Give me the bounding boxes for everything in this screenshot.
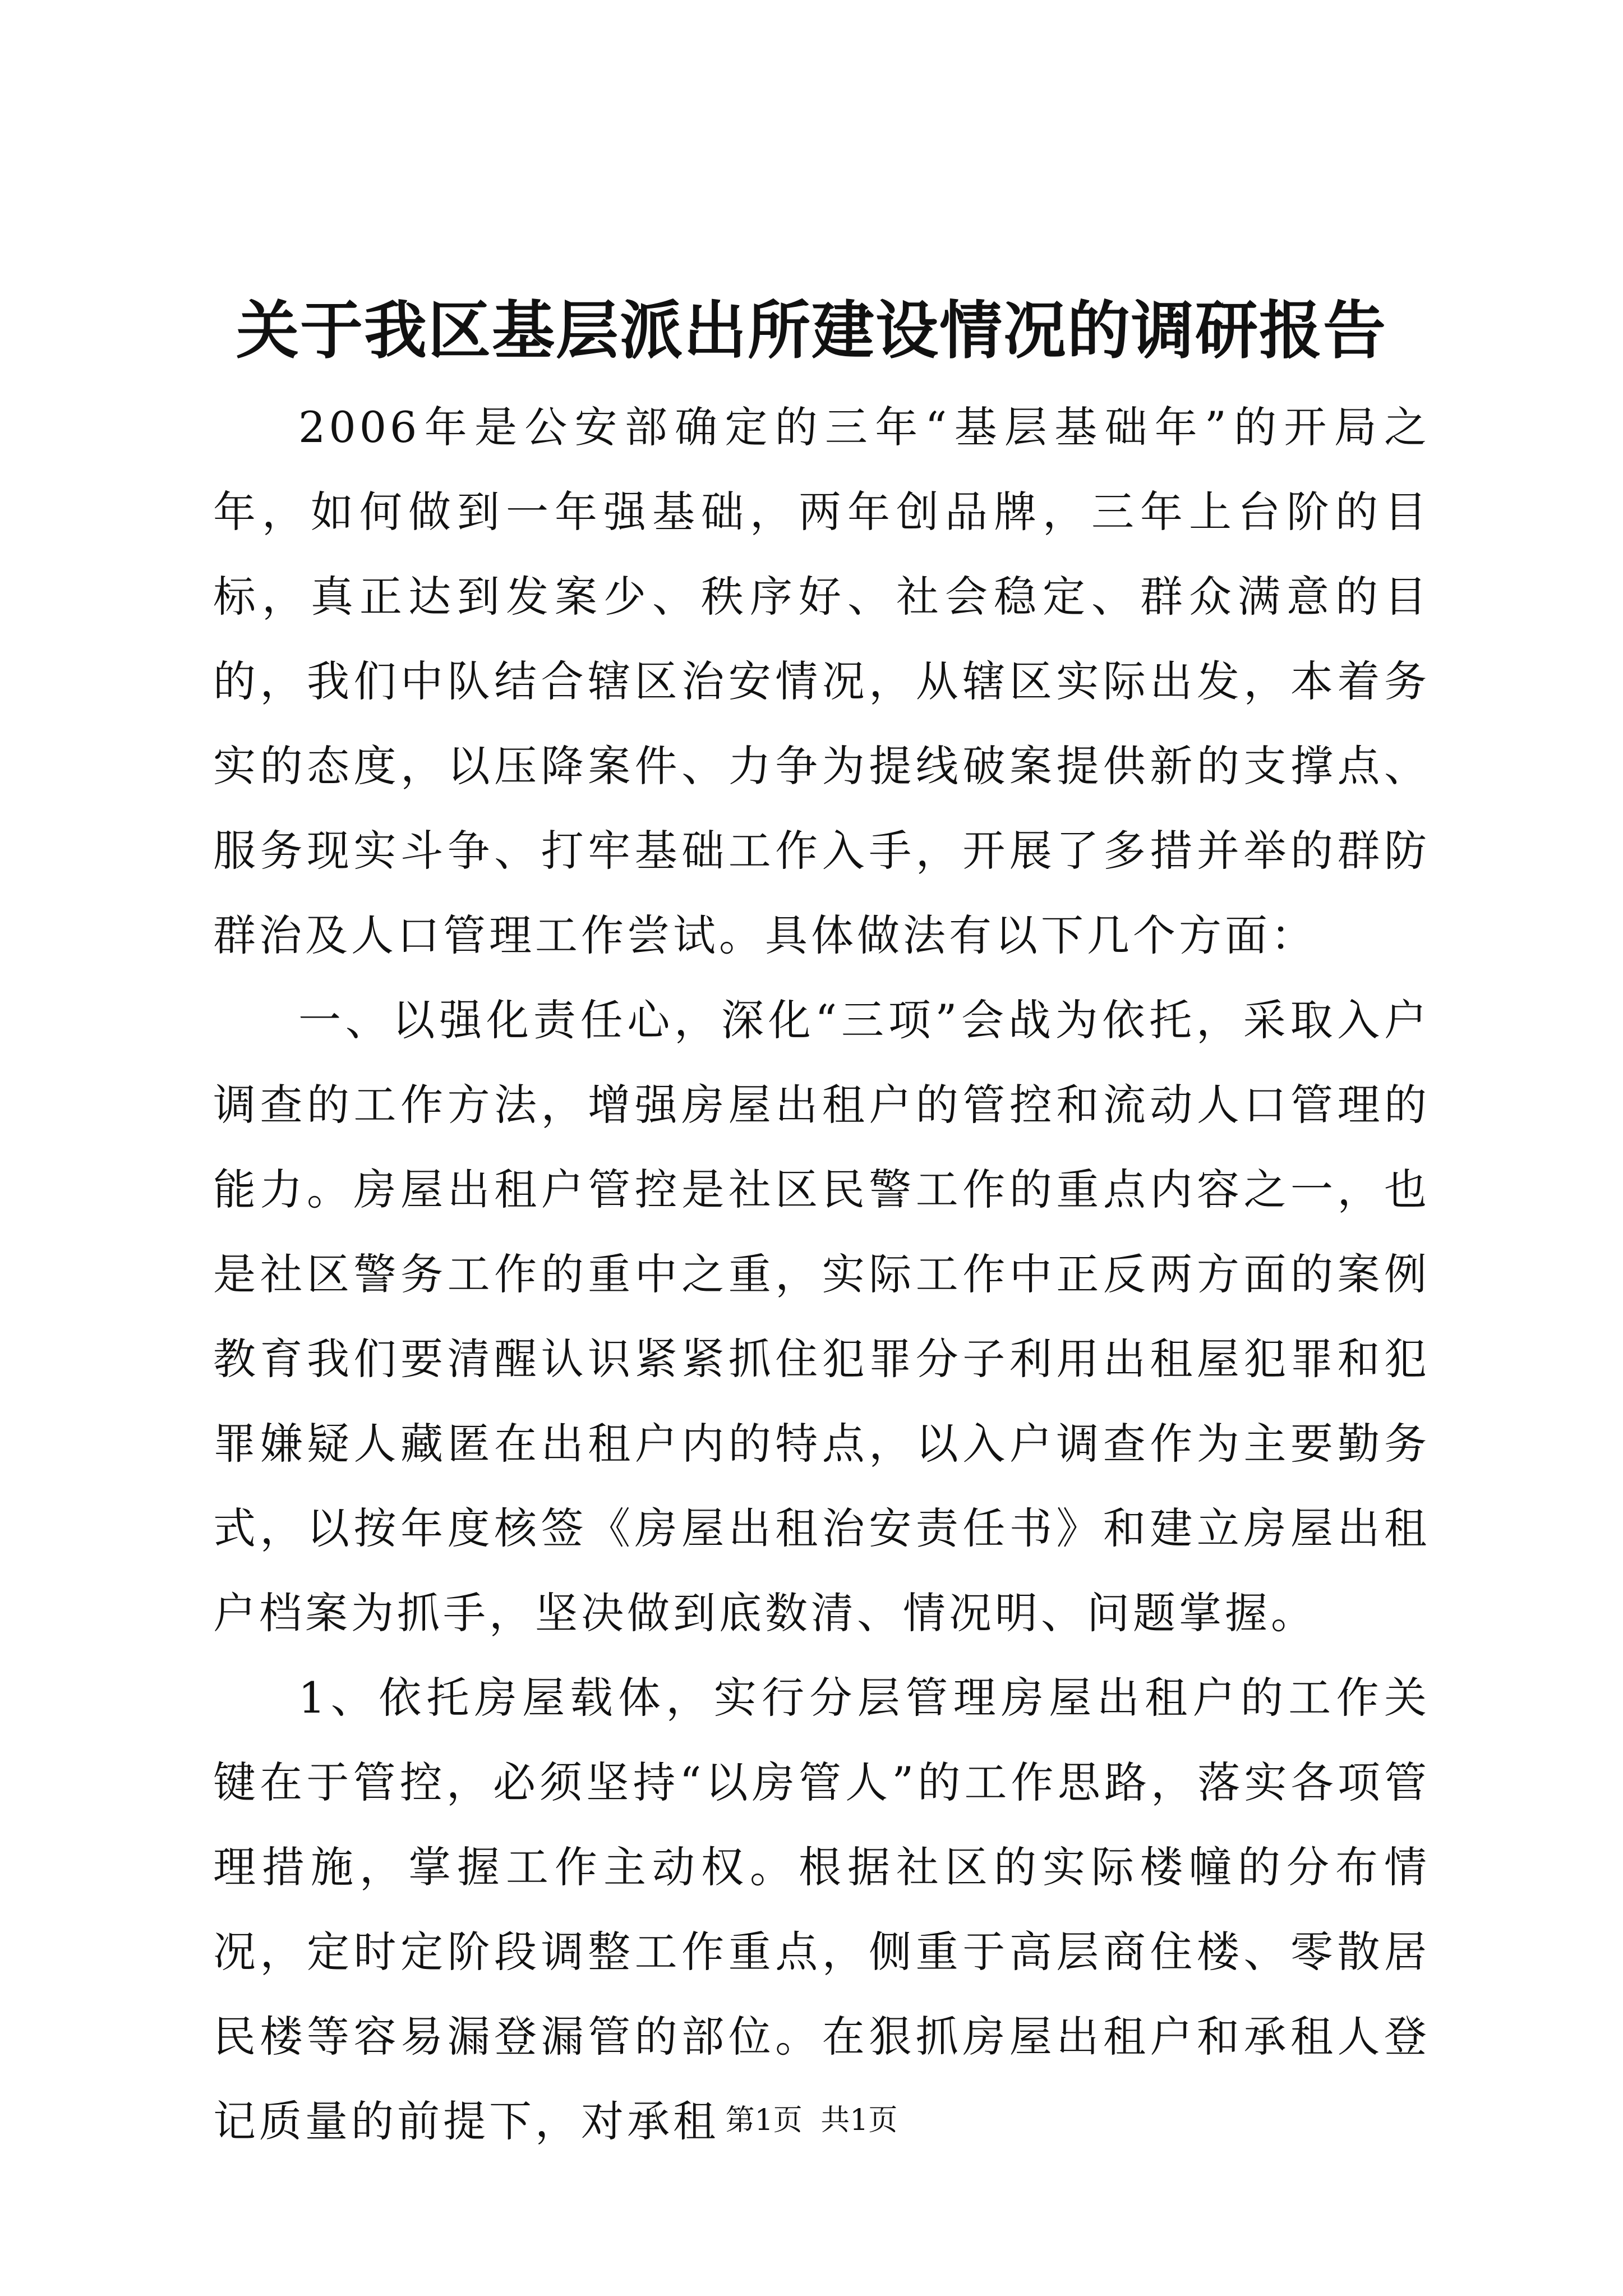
document-body	[213, 385, 1430, 2164]
page-total: 共1页	[820, 2104, 898, 2137]
page-footer	[0, 2101, 1623, 2140]
document-title: 关于我区基层派出所建设情况的调研报告	[236, 294, 1387, 367]
paragraph-section-one: 一、以强化责任心，深化“三项”会战为依托，采取入户调查的工作方法，增强房屋出租户的管控和流动人口管理的能力。房屋出租户管控是社区民警工作的重点内容之一，也是社区警务工作的重中之重，实际工作中正反两方面的案例教育我们要清醒认识紧紧抓住犯罪分子利用出租屋犯罪和犯罪嫌疑人藏匿在出租户内的特点，以入户调查作为主要勤务式，以按年度核签《房屋出租治安责任书》和建立房屋出租户档案为抓手，坚决做到底数清、情况明、问题掌握。	[213, 995, 1430, 1638]
page-number: 第1页	[725, 2104, 803, 2137]
paragraph-intro: 2006年是公安部确定的三年“基层基础年”的开局之年，如何做到一年强基础，两年创品牌，三年上台阶的目标，真正达到发案少、秩序好、社会稳定、群众满意的目的，我们中队结合辖区治安情况，从辖区实际出发，本着务实的态度，以压降案件、力争为提线破案提供新的支撑点、服务现实斗争、打牢基础工作入手，开展了多措并举的群防群治及人口管理工作尝试。具体做法有以下几个方面：	[213, 402, 1430, 960]
paragraph-item-one: 1、依托房屋载体，实行分层管理房屋出租户的工作关键在于管控，必须坚持“以房管人”的工作思路，落实各项管理措施，掌握工作主动权。根据社区的实际楼幢的分布情况，定时定阶段调整工作重点，侧重于高层商住楼、零散居民楼等容易漏登漏管的部位。在狠抓房屋出租户和承租人登记质量的前提下，对承租	[213, 1673, 1430, 2146]
